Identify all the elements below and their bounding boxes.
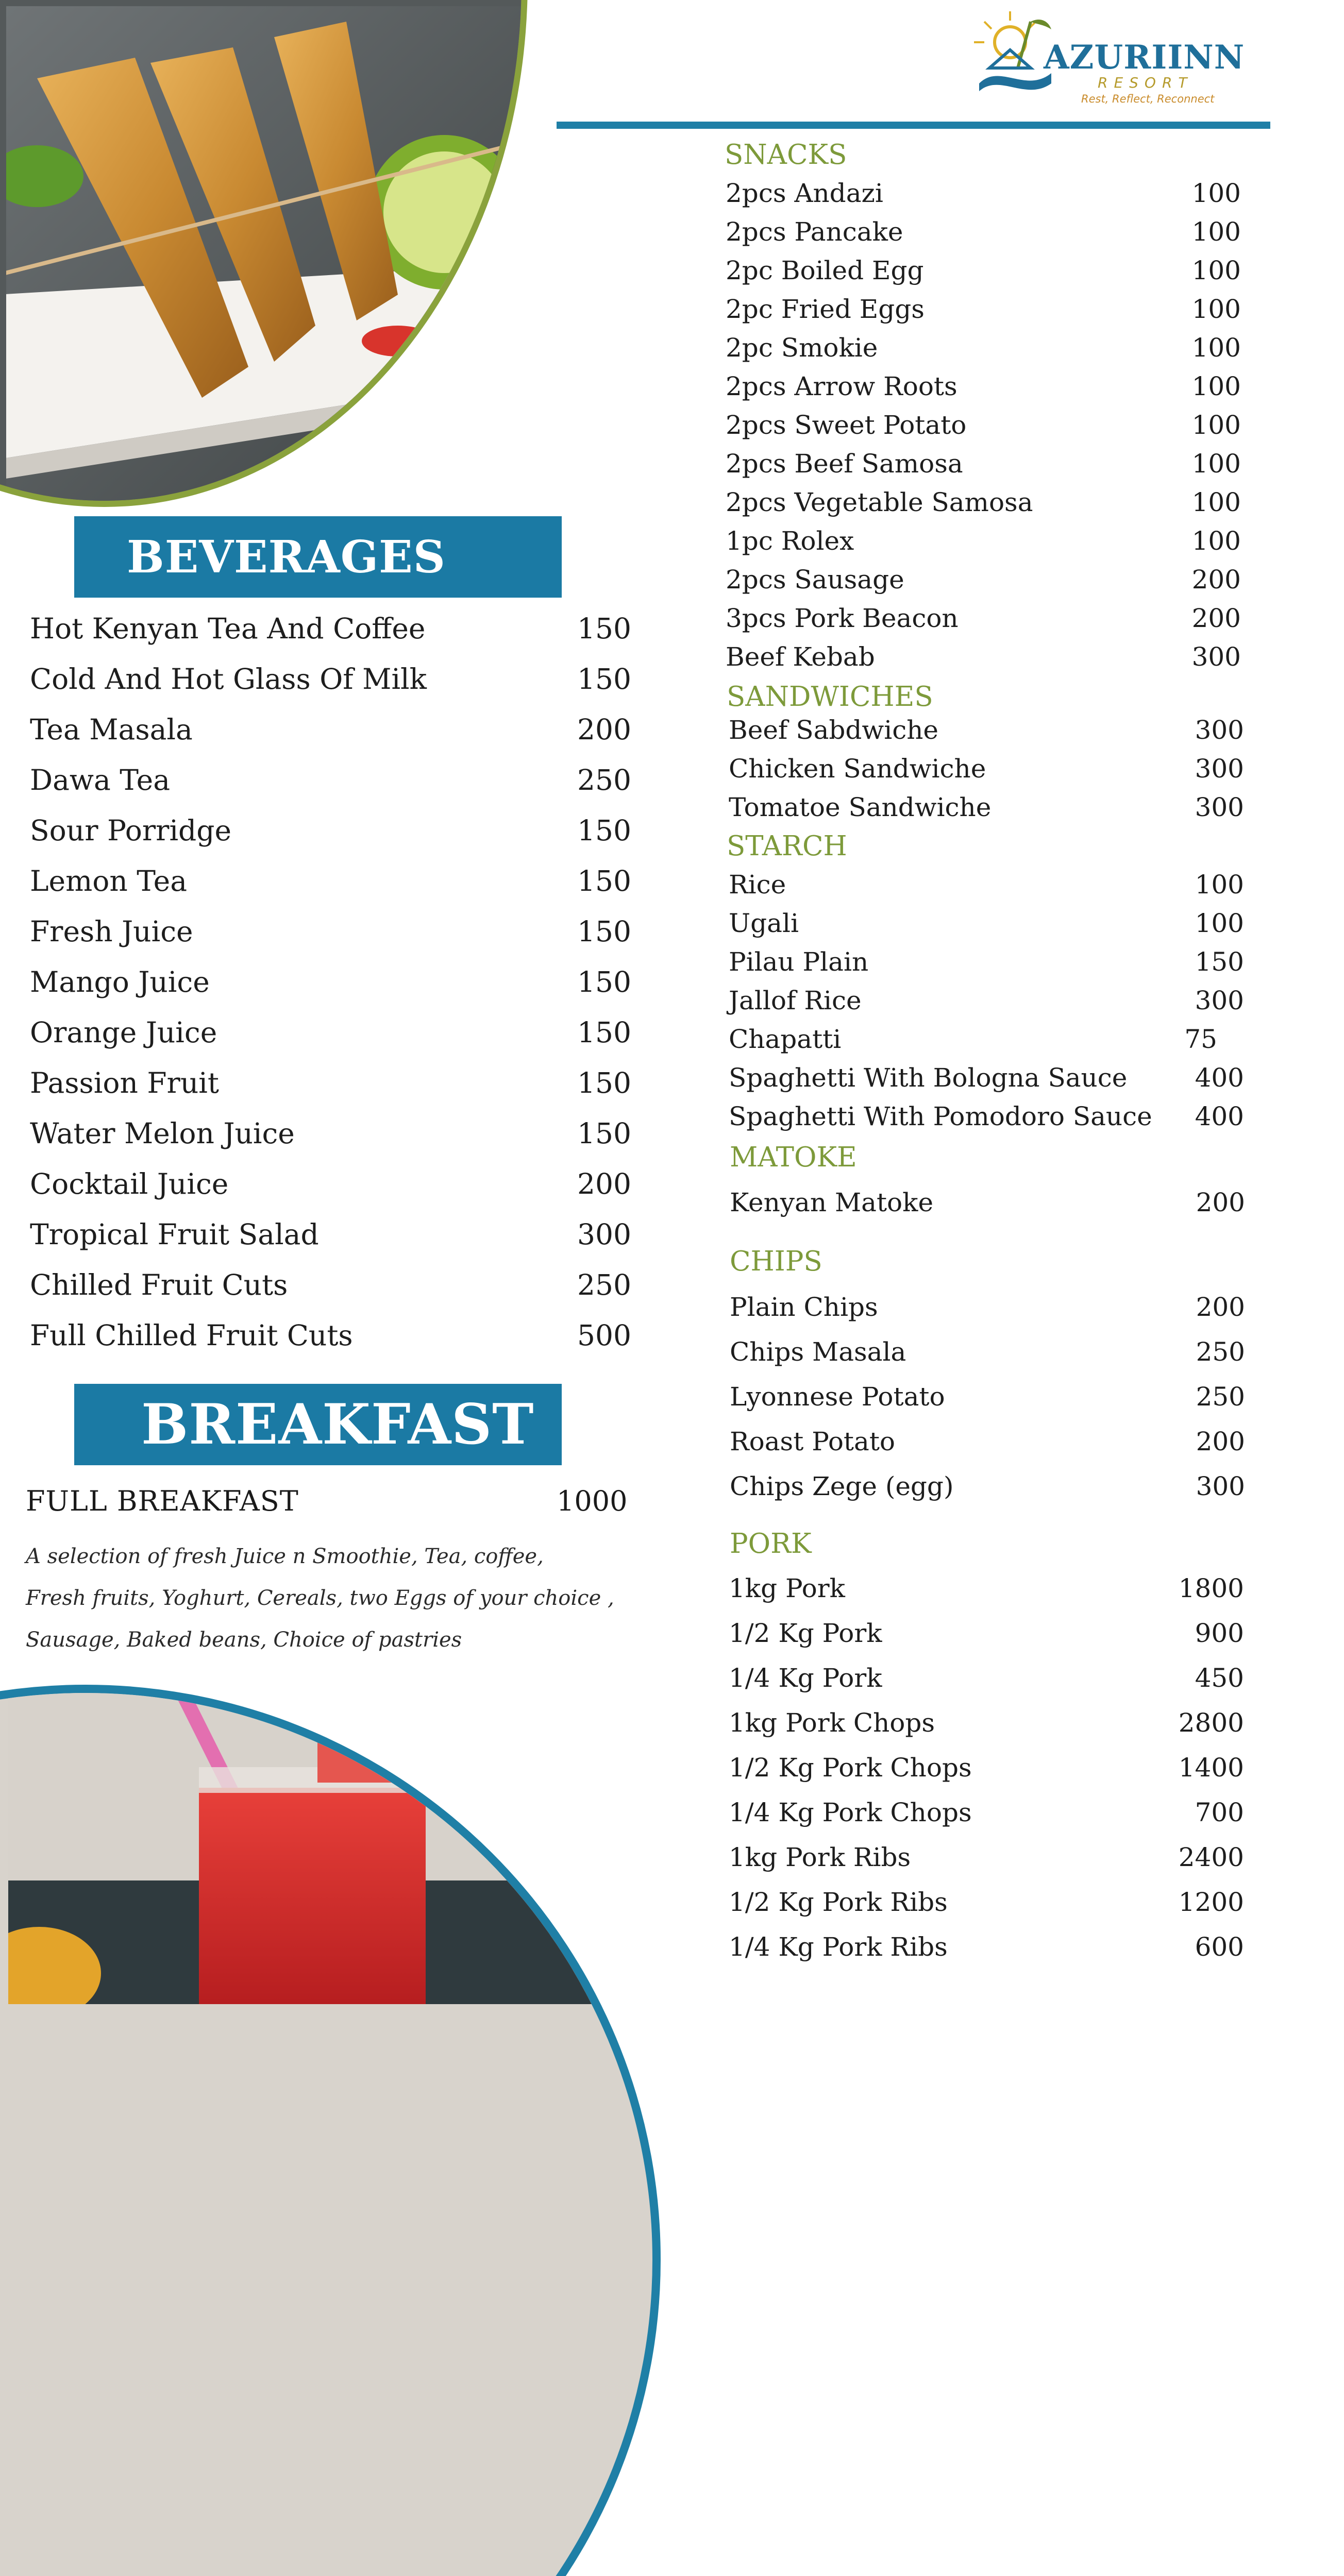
list-item xyxy=(30,1016,631,1057)
item-price: 100 xyxy=(1191,256,1241,285)
list-item xyxy=(726,178,1241,214)
item-price: 150 xyxy=(577,814,631,847)
list-item xyxy=(729,986,1244,1022)
list-item xyxy=(730,1188,1245,1224)
item-name: Passion Fruit xyxy=(30,1066,219,1099)
pork-heading: PORK xyxy=(730,1528,812,1560)
item-price: 200 xyxy=(1191,565,1241,595)
item-name: 1/4 Kg Pork Ribs xyxy=(729,1932,948,1962)
item-price: 200 xyxy=(1196,1427,1245,1456)
item-price: 100 xyxy=(1195,870,1244,900)
list-item xyxy=(729,715,1244,751)
item-name: Chicken Sandwiche xyxy=(729,754,986,784)
item-name: 1/4 Kg Pork Chops xyxy=(729,1798,972,1827)
item-price: 100 xyxy=(1191,526,1241,556)
item-name: 3pcs Pork Beacon xyxy=(726,603,959,633)
item-price: 75 xyxy=(1184,1024,1217,1054)
item-price: 2800 xyxy=(1178,1708,1244,1738)
item-price: 300 xyxy=(1196,1471,1245,1501)
item-price: 150 xyxy=(577,663,631,696)
list-item xyxy=(30,1117,631,1158)
list-item xyxy=(729,1573,1244,1609)
list-item xyxy=(729,947,1244,983)
item-price: 200 xyxy=(1191,603,1241,633)
item-name: Rice xyxy=(729,870,786,900)
list-item xyxy=(726,256,1241,292)
item-price: 150 xyxy=(577,1117,631,1150)
list-item xyxy=(729,1708,1244,1744)
item-price: 600 xyxy=(1195,1932,1244,1962)
item-name: Chips Masala xyxy=(730,1337,906,1367)
logo-name: AZURIINN xyxy=(1044,38,1245,77)
breakfast-description-line: Sausage, Baked beans, Choice of pastries xyxy=(26,1628,462,1652)
starch-heading: STARCH xyxy=(727,831,847,862)
list-item xyxy=(729,792,1244,828)
item-price: 250 xyxy=(1196,1337,1245,1367)
item-name: Water Melon Juice xyxy=(30,1117,295,1150)
chips-heading: CHIPS xyxy=(730,1246,822,1277)
item-name: 2pcs Sweet Potato xyxy=(726,410,967,440)
item-price: 150 xyxy=(577,1016,631,1049)
list-item xyxy=(726,603,1241,639)
samosa-photo xyxy=(0,0,528,507)
list-item xyxy=(729,1842,1244,1878)
item-price: 300 xyxy=(1195,792,1244,822)
list-item xyxy=(726,565,1241,601)
item-price: 100 xyxy=(1191,294,1241,324)
item-price: 200 xyxy=(1196,1188,1245,1217)
item-price: 500 xyxy=(577,1319,631,1352)
full-breakfast-price: 1000 xyxy=(557,1485,628,1517)
item-price: 100 xyxy=(1191,333,1241,363)
breakfast-description-line: A selection of fresh Juice n Smoothie, Tea, coffee, xyxy=(26,1545,544,1568)
list-item xyxy=(729,754,1244,790)
list-item xyxy=(730,1292,1245,1328)
list-item xyxy=(729,908,1244,944)
list-item xyxy=(30,1218,631,1259)
item-price: 1200 xyxy=(1178,1887,1244,1917)
breakfast-banner: BREAKFAST xyxy=(74,1384,562,1465)
list-item xyxy=(726,371,1241,408)
item-name: 2pcs Arrow Roots xyxy=(726,371,957,401)
item-price: 100 xyxy=(1191,217,1241,247)
item-name: Cold And Hot Glass Of Milk xyxy=(30,663,427,696)
item-name: 1/4 Kg Pork xyxy=(729,1663,882,1693)
list-item xyxy=(729,1663,1244,1699)
item-name: Spaghetti With Bologna Sauce xyxy=(729,1063,1128,1093)
list-item xyxy=(30,612,631,653)
list-item xyxy=(30,1268,631,1310)
item-name: 2pc Boiled Egg xyxy=(726,256,924,285)
list-item xyxy=(729,1101,1244,1138)
item-name: Chilled Fruit Cuts xyxy=(30,1268,288,1301)
item-price: 150 xyxy=(1195,947,1244,977)
item-name: 2pc Smokie xyxy=(726,333,878,363)
item-name: 1pc Rolex xyxy=(726,526,854,556)
list-item xyxy=(729,1063,1244,1099)
item-price: 250 xyxy=(1196,1382,1245,1412)
list-item xyxy=(730,1427,1245,1463)
item-name: Tomatoe Sandwiche xyxy=(729,792,992,822)
list-item xyxy=(30,1167,631,1209)
item-name: 1/2 Kg Pork Chops xyxy=(729,1753,972,1783)
item-name: 2pcs Beef Samosa xyxy=(726,449,963,479)
list-item xyxy=(729,1887,1244,1923)
item-name: Cocktail Juice xyxy=(30,1167,229,1200)
item-price: 700 xyxy=(1195,1798,1244,1827)
item-price: 300 xyxy=(1195,986,1244,1015)
item-name: Orange Juice xyxy=(30,1016,217,1049)
item-name: 2pc Fried Eggs xyxy=(726,294,925,324)
item-price: 200 xyxy=(1196,1292,1245,1322)
item-name: Lemon Tea xyxy=(30,865,187,897)
item-name: Spaghetti With Pomodoro Sauce xyxy=(729,1101,1152,1131)
sandwiches-heading: SANDWICHES xyxy=(727,681,933,713)
matoke-heading: MATOKE xyxy=(730,1142,857,1173)
item-name: 2pcs Vegetable Samosa xyxy=(726,487,1033,517)
item-price: 300 xyxy=(1191,642,1241,672)
list-item xyxy=(30,965,631,1007)
item-price: 150 xyxy=(577,1066,631,1099)
item-name: Chips Zege (egg) xyxy=(730,1471,954,1501)
item-price: 250 xyxy=(577,1268,631,1301)
list-item xyxy=(729,870,1244,906)
header-rule xyxy=(557,122,1270,129)
list-item xyxy=(30,764,631,805)
list-item xyxy=(730,1471,1245,1507)
logo-sub: RESORT xyxy=(1098,74,1194,91)
list-item xyxy=(730,1337,1245,1373)
item-price: 100 xyxy=(1195,908,1244,938)
item-name: 1/2 Kg Pork Ribs xyxy=(729,1887,948,1917)
item-name: Lyonnese Potato xyxy=(730,1382,945,1412)
item-name: 2pcs Pancake xyxy=(726,217,903,247)
item-price: 1400 xyxy=(1178,1753,1244,1783)
list-item xyxy=(726,642,1241,678)
sun-palm-icon xyxy=(969,6,1051,94)
item-price: 900 xyxy=(1195,1618,1244,1648)
item-price: 100 xyxy=(1191,178,1241,208)
item-price: 100 xyxy=(1191,410,1241,440)
list-item xyxy=(30,814,631,855)
item-price: 300 xyxy=(1195,715,1244,745)
item-name: Hot Kenyan Tea And Coffee xyxy=(30,612,426,645)
item-name: Sour Porridge xyxy=(30,814,232,847)
list-item xyxy=(726,294,1241,330)
item-name: Kenyan Matoke xyxy=(730,1188,934,1217)
list-item xyxy=(30,713,631,754)
list-item xyxy=(726,410,1241,446)
item-name: Mango Juice xyxy=(30,965,210,998)
item-price: 100 xyxy=(1191,449,1241,479)
list-item xyxy=(30,1319,631,1360)
full-breakfast-name: FULL BREAKFAST xyxy=(26,1485,299,1517)
list-item xyxy=(730,1382,1245,1418)
item-name: Jallof Rice xyxy=(729,986,862,1015)
item-name: Dawa Tea xyxy=(30,764,170,796)
item-name: Fresh Juice xyxy=(30,915,193,948)
item-price: 300 xyxy=(1195,754,1244,784)
item-name: 1kg Pork Chops xyxy=(729,1708,935,1738)
list-item xyxy=(726,217,1241,253)
item-name: Full Chilled Fruit Cuts xyxy=(30,1319,353,1352)
item-price: 200 xyxy=(577,713,631,746)
list-item xyxy=(726,333,1241,369)
list-item xyxy=(30,915,631,956)
item-name: Beef Kebab xyxy=(726,642,875,672)
list-item xyxy=(30,1066,631,1108)
list-item xyxy=(729,1753,1244,1789)
item-name: Plain Chips xyxy=(730,1292,878,1322)
item-name: 2pcs Sausage xyxy=(726,565,904,595)
item-price: 450 xyxy=(1195,1663,1244,1693)
item-name: 1/2 Kg Pork xyxy=(729,1618,882,1648)
item-name: Pilau Plain xyxy=(729,947,869,977)
item-price: 1800 xyxy=(1178,1573,1244,1603)
item-price: 400 xyxy=(1195,1101,1244,1131)
breakfast-description-line: Fresh fruits, Yoghurt, Cereals, two Eggs of your choice , xyxy=(26,1586,614,1610)
item-price: 150 xyxy=(577,612,631,645)
beverages-banner: BEVERAGES xyxy=(74,516,562,598)
item-name: Roast Potato xyxy=(730,1427,896,1456)
item-price: 150 xyxy=(577,915,631,948)
item-name: Ugali xyxy=(729,908,799,938)
item-price: 2400 xyxy=(1178,1842,1244,1872)
logo-tagline: Rest, Reflect, Reconnect xyxy=(1081,93,1215,105)
item-price: 100 xyxy=(1191,487,1241,517)
list-item xyxy=(726,487,1241,523)
item-name: Beef Sabdwiche xyxy=(729,715,938,745)
item-price: 300 xyxy=(577,1218,631,1251)
resort-logo xyxy=(969,6,1245,109)
item-price: 150 xyxy=(577,865,631,897)
juice-photo xyxy=(0,1685,661,2576)
item-price: 100 xyxy=(1191,371,1241,401)
list-item xyxy=(729,1932,1244,1968)
snacks-heading: SNACKS xyxy=(725,139,847,171)
item-price: 250 xyxy=(577,764,631,796)
list-item xyxy=(726,526,1241,562)
item-name: 1kg Pork Ribs xyxy=(729,1842,911,1872)
item-name: Tea Masala xyxy=(30,713,193,746)
item-name: Chapatti xyxy=(729,1024,842,1054)
list-item xyxy=(30,865,631,906)
list-item xyxy=(729,1024,1244,1060)
item-name: Tropical Fruit Salad xyxy=(30,1218,319,1251)
list-item xyxy=(729,1618,1244,1654)
item-name: 2pcs Andazi xyxy=(726,178,883,208)
list-item xyxy=(726,449,1241,485)
list-item xyxy=(729,1798,1244,1834)
item-price: 400 xyxy=(1195,1063,1244,1093)
list-item xyxy=(30,663,631,704)
item-name: 1kg Pork xyxy=(729,1573,845,1603)
item-price: 150 xyxy=(577,965,631,998)
item-price: 200 xyxy=(577,1167,631,1200)
